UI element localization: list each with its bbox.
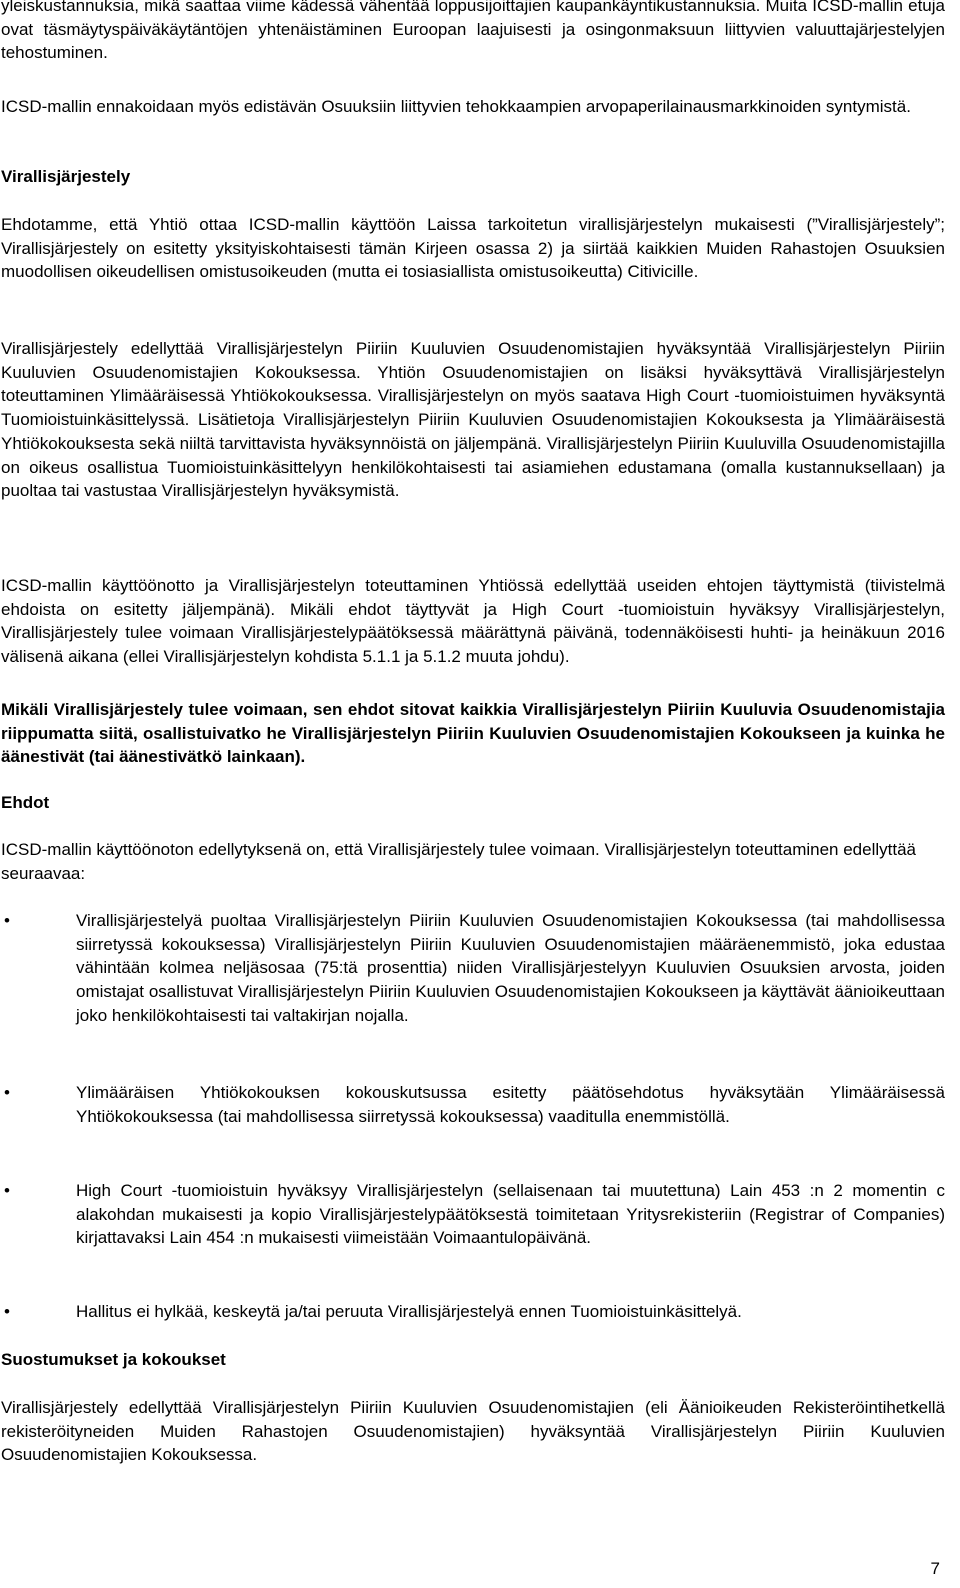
heading-suostumukset: Suostumukset ja kokoukset [1, 1350, 226, 1369]
paragraph-lending-markets: ICSD-mallin ennakoidaan myös edistävän Osuuksiin liittyvien tehokkaampien arvopaperilainausmarkkinoiden syntymistä. [1, 97, 911, 116]
paragraph-proposal: Ehdotamme, että Yhtiö ottaa ICSD-mallin käyttöön Laissa tarkoitetun virallisjärjestelyn mukaisesti (”Virallisjärjestely”; Virallisjärjestely on esitetty yksityiskohtaisesti tämän Kirjeen osassa 2) ja siirtää kaikkien Muiden Rahastojen Osuuksien muodollisen oikeudellisen omistusoikeuden (mutta ei tosiasiallista omistusoikeutta) Citivicille. [1, 215, 945, 282]
bullet-text: High Court -tuomioistuin hyväksyy Virallisjärjestelyn (sellaisenaan tai muutettuna) Lain 453 :n 2 momentin c alakohdan mukaisesti ja kopio Virallisjärjestelypäätöksestä toimitetaan Yritysrekisteriin (Registrar of Companies) kirjattavaksi Lain 454 :n mukaisesti viimeistään Voimaantulopäivänä. [76, 1181, 945, 1248]
paragraph-consents: Virallisjärjestely edellyttää Virallisjärjestelyn Piiriin Kuuluvien Osuudenomistajien (eli Äänioikeuden Rekisteröintihetkellä rekisteröityneiden Muiden Rahastojen Osuudenomistajien) hyväksyntää Virallisjärjestelyn Piiriin Kuuluvien Osuudenomistajien Kokouksessa. [1, 1398, 945, 1465]
bullet-text: Ylimääräisen Yhtiökokouksen kokouskutsussa esitetty päätösehdotus hyväksytään Ylimääräisessä Yhtiökokouksessa (tai mahdollisessa siirretyssä kokouksessa) vaaditulla enemmistöllä. [76, 1083, 945, 1126]
paragraph-conditions-timing: ICSD-mallin käyttöönotto ja Virallisjärjestelyn toteuttaminen Yhtiössä edellyttää useiden ehtojen täyttymistä (tiivistelmä ehdoista on esitetty jäljempänä). Mikäli ehdot täyttyvät ja High Court -tuomioistuin hyväksyy Virallisjärjestelyn, Virallisjärjestely tulee voimaan Virallisjärjestelypäätöksessä määrättynä päivänä, todennäköisesti huhti- ja heinäkuun 2016 välisenä aikana (ellei Virallisjärjestelyn kohdista 5.1.1 ja 5.1.2 muuta johdu). [1, 576, 945, 667]
page-number: 7 [930, 1559, 940, 1578]
paragraph-intro-benefits: yleiskustannuksia, mikä saattaa viime kädessä vähentää loppusijoittajien kaupankäyntikustannuksia. Muita ICSD-mallin etuja ovat täsmäytyspäiväkäytäntöjen yhtenäistäminen Euroopan laajuisesti ja osingonmaksuun liittyvien valuuttajärjestelyjen tehostuminen. [1, 0, 945, 63]
bullet-marker: • [4, 911, 10, 930]
heading-virallisjarjestely: Virallisjärjestely [1, 167, 131, 186]
bullet-text: Virallisjärjestelyä puoltaa Virallisjärjestelyn Piiriin Kuuluvien Osuudenomistajien Kokouksessa (tai mahdollisessa siirretyssä kokouksessa) Virallisjärjestelyn Piiriin Kuuluvien Osuudenomistajien määräenemmistö, joka edustaa vähintään kolmea neljäsosaa (75:tä prosenttia) niiden Virallisjärjestelyyn Kuuluvien Osuuksien arvosta, joiden omistajat osallistuvat Virallisjärjestelyn Piiriin Kuuluvien Osuudenomistajien Kokoukseen ja käyttävät äänioikeuttaan joko henkilökohtaisesti tai valtakirjan nojalla. [76, 911, 945, 1025]
bullet-marker: • [4, 1181, 10, 1200]
paragraph-conditions-intro: ICSD-mallin käyttöönoton edellytyksenä on, että Virallisjärjestely tulee voimaan. Virallisjärjestelyn toteuttaminen edellyttää seuraavaa: [1, 840, 917, 883]
bullet-marker: • [4, 1302, 10, 1321]
paragraph-binding-notice: Mikäli Virallisjärjestely tulee voimaan, sen ehdot sitovat kaikkia Virallisjärjestelyn Piiriin Kuuluvia Osuudenomistajia riippumatta siitä, osallistuivatko he Virallisjärjestelyn Piiriin Kuuluvien Osuudenomistajien Kokoukseen ja kuinka he äänestivät (tai äänestivätkö lainkaan). [1, 700, 945, 767]
bullet-marker: • [4, 1083, 10, 1102]
bullet-text: Hallitus ei hylkää, keskeytä ja/tai peruuta Virallisjärjestelyä ennen Tuomioistuinkäsittelyä. [76, 1302, 742, 1321]
paragraph-approvals: Virallisjärjestely edellyttää Virallisjärjestelyn Piiriin Kuuluvien Osuudenomistajien hyväksyntää Virallisjärjestelyn Piiriin Kuuluvien Osuudenomistajien Kokouksessa. Yhtiön Osuudenomistajien on lisäksi hyväksyttävä Virallisjärjestelyn toteuttaminen Ylimääräisessä Yhtiökokouksessa. Virallisjärjestelyn on myös saatava High Court -tuomioistuimen hyväksyntä Tuomioistuinkäsittelyssä. Lisätietoja Virallisjärjestelyn Piiriin Kuuluvien Osuudenomistajien Kokouksesta ja Ylimääräisestä Yhtiökokouksesta sekä niiltä tarvittavista hyväksynnöistä on jäljempänä. Virallisjärjestelyn Piiriin Kuuluvilla Osuudenomistajilla on oikeus osallistua Tuomioistuinkäsittelyyn henkilökohtaisesti tai asiamiehen edustamana (omalla kustannuksellaan) ja puoltaa tai vastustaa Virallisjärjestelyn hyväksymistä. [1, 339, 945, 501]
heading-ehdot: Ehdot [1, 793, 50, 812]
